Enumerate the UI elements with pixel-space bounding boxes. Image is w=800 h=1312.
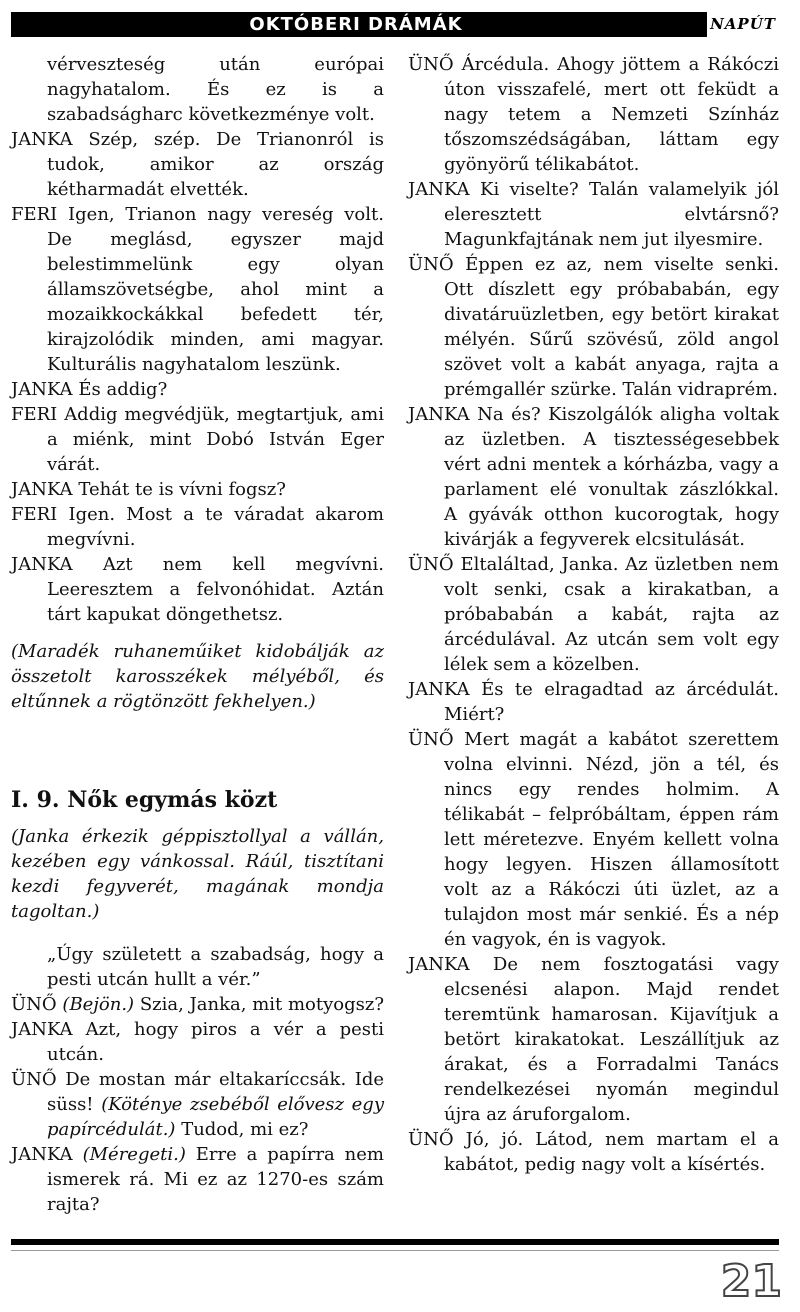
speaker: ÜNŐ (408, 254, 454, 275)
dialogue-line (11, 202, 384, 377)
dialogue-line (11, 377, 384, 402)
inline-stage-direction: (Bejön.) (62, 994, 135, 1015)
dialogue-line (11, 1017, 384, 1067)
dialogue-line (408, 177, 779, 252)
speech: Igen. Most a te váradat akarom megvívni. (47, 504, 384, 550)
left-column (11, 52, 384, 1217)
dialogue-line (408, 552, 779, 677)
speaker: ÜNŐ (11, 1069, 57, 1090)
speech: Tudod, mi ez? (181, 1119, 309, 1140)
scene-heading: I. 9. Nők egymás közt (11, 787, 278, 813)
speech: Erre a papírra nem ismerek rá. Mi ez az 1270-es szám rajta? (47, 1144, 384, 1215)
running-header (11, 12, 779, 37)
dialogue-line (408, 52, 779, 177)
speech: Addig megvédjük, megtartjuk, ami a miénk, mint Dobó István Eger várát. (47, 404, 384, 475)
magazine-logo: NAPÚT (707, 12, 779, 37)
speaker: JANKA (11, 554, 73, 575)
dialogue-line (408, 252, 779, 402)
dialogue-line (408, 677, 779, 727)
speech: Ki viselte? Talán valamelyik jól eleresztett elvtársnő? Magunkfajtának nem jut ilyesmire. (444, 179, 779, 250)
speaker: FERI (11, 404, 58, 425)
speech: Szép, szép. De Trianonról is tudok, amikor az ország kétharmadát elvették. (47, 129, 384, 200)
speaker: JANKA (11, 1019, 73, 1040)
dialogue-line (11, 502, 384, 552)
speech: És te elragadtad az árcédulát. Miért? (444, 679, 779, 725)
page-number: 21 (720, 1256, 782, 1307)
inline-stage-direction: (Méregeti.) (82, 1144, 186, 1165)
footer-rule (11, 1239, 779, 1245)
speech: Mert magát a kabátot szerettem volna elvinni. Nézd, jön a tél, és nincs egy rendes holmim. A télikabát – felpróbáltam, éppen rám lett méretezve. Enyém kellett volna hogy legyen. Hiszen államosított volt az a Rákóczi úti üzlet, az a tulajdon most már senkié. És a nép én vagyok, én is vagyok. (444, 729, 779, 950)
dialogue-line (11, 1067, 384, 1142)
speech: Azt nem kell megvívni. Leeresztem a felvonóhidat. Aztán tárt kapukat döngethetsz. (47, 554, 384, 625)
speech: Jó, jó. Látod, nem martam el a kabátot, pedig nagy volt a kísértés. (444, 1129, 779, 1175)
speaker: ÜNŐ (408, 729, 454, 750)
speech: És addig? (78, 379, 168, 400)
speech: Tehát te is vívni fogsz? (78, 479, 286, 500)
speech: Azt, hogy piros a vér a pesti utcán. (47, 1019, 384, 1065)
dialogue-line (11, 127, 384, 202)
dialogue-line (11, 1142, 384, 1217)
dialogue-line (11, 477, 384, 502)
dialogue-line (11, 552, 384, 627)
dialogue-line (11, 992, 384, 1017)
dialogue-line (11, 402, 384, 477)
speech: Árcédula. Ahogy jöttem a Rákóczi úton visszafelé, mert ott feküdt a nagy tetem a Nemzeti Színház tőszomszédságában, láttam egy gyönyörű télikabátot. (444, 54, 779, 175)
speaker: FERI (11, 204, 58, 225)
dialogue-line (408, 727, 779, 952)
speaker: JANKA (408, 179, 470, 200)
header-title: OKTÓBERI DRÁMÁK (249, 14, 463, 35)
stage-direction: (Maradék ruhaneműiket kidobálják az összetolt karosszékek mélyéből, és eltűnnek a rögtönzött fekhelyen.) (11, 641, 384, 712)
speaker: JANKA (11, 1144, 73, 1165)
stage-direction: (Janka érkezik géppisztollyal a vállán, kezében egy vánkossal. Ráúl, tisztítani kezdi fegyverét, magának mondja tagoltan.) (11, 826, 384, 922)
speaker: JANKA (408, 954, 470, 975)
speech: De mostan már eltakaríccsák. Ide süss! (47, 1069, 384, 1115)
speaker: ÜNŐ (11, 994, 57, 1015)
speech: Éppen ez az, nem viselte senki. Ott díszlett egy próbababán, egy divatáruüzletben, egy betört kirakat mélyén. Sűrű szövésű, zöld angol szövet volt a kabát anyaga, rajta a prémgallér szürke. Talán vidraprém. (444, 254, 780, 400)
footer-rule-thin (11, 1250, 779, 1251)
speaker: JANKA (408, 404, 470, 425)
quoted-line: „Úgy született a szabadság, hogy a pesti utcán hullt a vér.” (47, 944, 384, 990)
speaker: FERI (11, 504, 58, 525)
right-column (408, 52, 779, 1177)
dialogue-block-a (11, 127, 384, 627)
speech: Na és? Kiszolgálók aligha voltak az üzletben. A tisztességesebbek vért adni mentek a kórházba, vagy a parlament elé vonultak zászlókkal. A gyávák otthon kucorogtak, hogy kivárják a fegyverek elcsitulását. (444, 404, 779, 550)
speaker: JANKA (408, 679, 470, 700)
dialogue-line (408, 402, 779, 552)
dialogue-line (408, 952, 779, 1127)
continued-line: vérveszteség után európai nagyhatalom. És ez is a szabadságharc következménye volt. (47, 54, 384, 125)
speaker: JANKA (11, 479, 73, 500)
speaker: ÜNŐ (408, 1129, 454, 1150)
inline-stage-direction: (Kötényе zsebéből elővesz egy papírcédulát.) (47, 1094, 384, 1140)
speaker: ÜNŐ (408, 554, 454, 575)
speaker: JANKA (11, 379, 73, 400)
dialogue-line (408, 1127, 779, 1177)
speech: Eltaláltad, Janka. Az üzletben nem volt senki, csak a kirakatban, a próbababán a kabát, rajta az árcédulával. Az utcán sem volt egy lélek sem a közelben. (444, 554, 779, 675)
speaker: JANKA (11, 129, 73, 150)
speech: Szia, Janka, mit motyogsz? (139, 994, 385, 1015)
speech: De nem fosztogatási vagy elcsenési alapon. Majd rendet teremtünk hamarosan. Kijavítjuk a betört kirakatokat. Leszállítjuk az árakat, és a Forradalmi Tanács rendelkezései nyomán megindul újra az áruforgalom. (444, 954, 779, 1125)
speaker: ÜNŐ (408, 54, 454, 75)
speech: Igen, Trianon nagy vereség volt. De meglásd, egyszer majd belestimmelünk egy olyan államszövetségbe, ahol mint a mozaikkockákkal befedett tér, kirajzolódik minden, ami magyar. Kulturális nagyhatalom leszünk. (47, 204, 384, 375)
